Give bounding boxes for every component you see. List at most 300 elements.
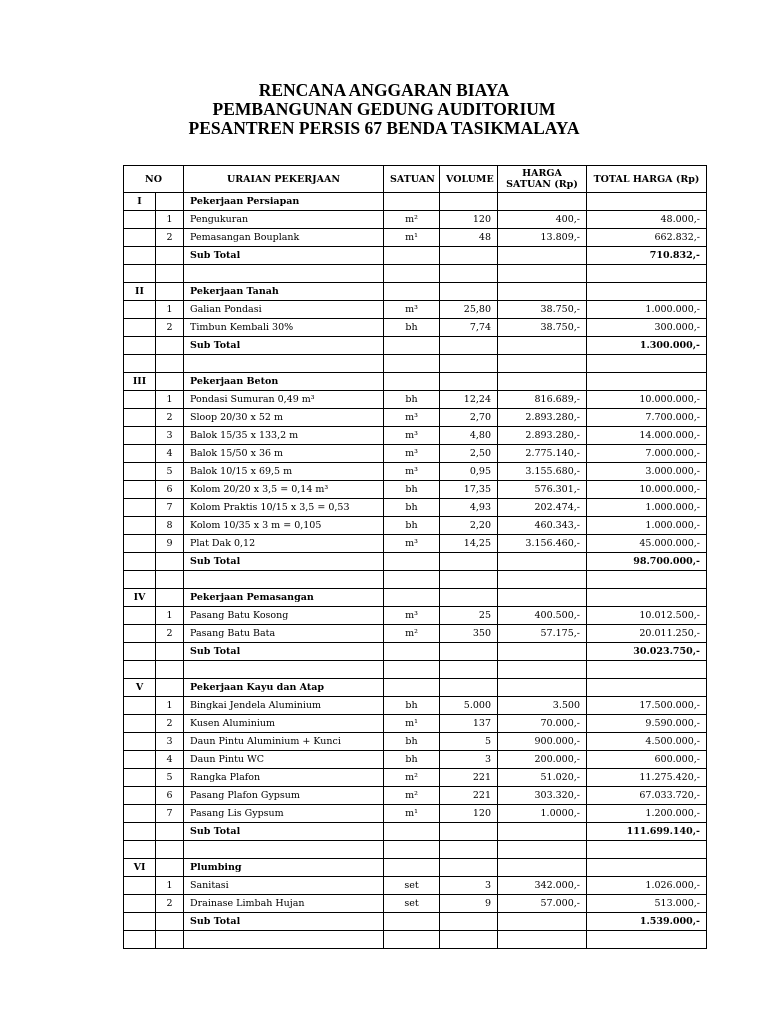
item-total-harga: 17.500.000,- bbox=[587, 697, 707, 715]
empty-cell bbox=[124, 697, 156, 715]
empty-cell bbox=[156, 913, 184, 931]
table-row bbox=[124, 805, 707, 823]
empty-cell bbox=[587, 661, 707, 679]
section-number: VI bbox=[124, 859, 156, 877]
item-uraian: Drainase Limbah Hujan bbox=[184, 895, 384, 913]
item-uraian: Balok 15/50 x 36 m bbox=[184, 445, 384, 463]
empty-cell bbox=[124, 607, 156, 625]
table-row bbox=[124, 517, 707, 535]
empty-cell bbox=[184, 931, 384, 949]
item-uraian: Pasang Plafon Gypsum bbox=[184, 787, 384, 805]
empty-cell bbox=[498, 265, 587, 283]
subtotal-value: 710.832,- bbox=[587, 247, 707, 265]
empty-cell bbox=[498, 571, 587, 589]
item-volume: 350 bbox=[440, 625, 498, 643]
item-volume: 137 bbox=[440, 715, 498, 733]
empty-cell bbox=[498, 859, 587, 877]
item-total-harga: 14.000.000,- bbox=[587, 427, 707, 445]
section-number: I bbox=[124, 193, 156, 211]
item-satuan: bh bbox=[384, 391, 440, 409]
empty-cell bbox=[156, 679, 184, 697]
table-row bbox=[124, 769, 707, 787]
item-total-harga: 10.012.500,- bbox=[587, 607, 707, 625]
item-harga-satuan: 460.343,- bbox=[498, 517, 587, 535]
empty-cell bbox=[440, 841, 498, 859]
empty-cell bbox=[156, 571, 184, 589]
subtotal-row bbox=[124, 337, 707, 355]
empty-cell bbox=[384, 643, 440, 661]
item-number: 2 bbox=[156, 319, 184, 337]
item-uraian: Sloop 20/30 x 52 m bbox=[184, 409, 384, 427]
item-harga-satuan: 3.156.460,- bbox=[498, 535, 587, 553]
section-number: V bbox=[124, 679, 156, 697]
item-volume: 25 bbox=[440, 607, 498, 625]
item-total-harga: 20.011.250,- bbox=[587, 625, 707, 643]
item-satuan: bh bbox=[384, 319, 440, 337]
table-row bbox=[124, 427, 707, 445]
empty-cell bbox=[440, 679, 498, 697]
empty-cell bbox=[498, 661, 587, 679]
table-row bbox=[124, 301, 707, 319]
item-total-harga: 3.000.000,- bbox=[587, 463, 707, 481]
item-total-harga: 1.026.000,- bbox=[587, 877, 707, 895]
table-row bbox=[124, 409, 707, 427]
empty-cell bbox=[124, 445, 156, 463]
item-harga-satuan: 13.809,- bbox=[498, 229, 587, 247]
empty-cell bbox=[384, 337, 440, 355]
item-satuan: m³ bbox=[384, 427, 440, 445]
item-total-harga: 45.000.000,- bbox=[587, 535, 707, 553]
empty-cell bbox=[124, 733, 156, 751]
empty-cell bbox=[498, 553, 587, 571]
empty-cell bbox=[440, 643, 498, 661]
empty-cell bbox=[440, 931, 498, 949]
empty-cell bbox=[587, 193, 707, 211]
section-title: Plumbing bbox=[184, 859, 384, 877]
empty-cell bbox=[156, 373, 184, 391]
empty-cell bbox=[440, 337, 498, 355]
header-no: NO bbox=[124, 166, 184, 193]
table-header-row bbox=[124, 166, 707, 193]
item-volume: 9 bbox=[440, 895, 498, 913]
empty-cell bbox=[156, 193, 184, 211]
item-uraian: Pasang Batu Bata bbox=[184, 625, 384, 643]
empty-cell bbox=[587, 265, 707, 283]
blank-row bbox=[124, 355, 707, 373]
item-number: 3 bbox=[156, 733, 184, 751]
item-harga-satuan: 816.689,- bbox=[498, 391, 587, 409]
item-volume: 221 bbox=[440, 769, 498, 787]
empty-cell bbox=[498, 643, 587, 661]
item-harga-satuan: 38.750,- bbox=[498, 301, 587, 319]
table-row bbox=[124, 211, 707, 229]
item-harga-satuan: 51.020,- bbox=[498, 769, 587, 787]
empty-cell bbox=[384, 571, 440, 589]
item-number: 8 bbox=[156, 517, 184, 535]
item-harga-satuan: 900.000,- bbox=[498, 733, 587, 751]
empty-cell bbox=[440, 355, 498, 373]
empty-cell bbox=[440, 193, 498, 211]
empty-cell bbox=[124, 571, 156, 589]
empty-cell bbox=[124, 427, 156, 445]
empty-cell bbox=[124, 751, 156, 769]
empty-cell bbox=[498, 841, 587, 859]
item-number: 5 bbox=[156, 769, 184, 787]
subtotal-value: 98.700.000,- bbox=[587, 553, 707, 571]
item-volume: 7,74 bbox=[440, 319, 498, 337]
item-satuan: m¹ bbox=[384, 805, 440, 823]
empty-cell bbox=[384, 589, 440, 607]
item-total-harga: 10.000.000,- bbox=[587, 391, 707, 409]
section-number: II bbox=[124, 283, 156, 301]
item-total-harga: 1.200.000,- bbox=[587, 805, 707, 823]
subtotal-value: 1.300.000,- bbox=[587, 337, 707, 355]
subtotal-label: Sub Total bbox=[184, 247, 384, 265]
empty-cell bbox=[124, 301, 156, 319]
item-harga-satuan: 1.0000,- bbox=[498, 805, 587, 823]
item-uraian: Kolom Praktis 10/15 x 3,5 = 0,53 bbox=[184, 499, 384, 517]
empty-cell bbox=[498, 589, 587, 607]
title-line-3: PESANTREN PERSIS 67 BENDA TASIKMALAYA bbox=[188, 118, 580, 138]
item-uraian: Kolom 20/20 x 3,5 = 0,14 m³ bbox=[184, 481, 384, 499]
empty-cell bbox=[498, 913, 587, 931]
item-satuan: m² bbox=[384, 769, 440, 787]
item-volume: 3 bbox=[440, 751, 498, 769]
item-total-harga: 9.590.000,- bbox=[587, 715, 707, 733]
header-harga bbox=[498, 166, 587, 193]
item-satuan: bh bbox=[384, 697, 440, 715]
item-satuan: set bbox=[384, 877, 440, 895]
item-harga-satuan: 2.775.140,- bbox=[498, 445, 587, 463]
section-header-row bbox=[124, 373, 707, 391]
item-satuan: m³ bbox=[384, 301, 440, 319]
item-total-harga: 4.500.000,- bbox=[587, 733, 707, 751]
section-title: Pekerjaan Kayu dan Atap bbox=[184, 679, 384, 697]
item-total-harga: 1.000.000,- bbox=[587, 301, 707, 319]
item-number: 7 bbox=[156, 805, 184, 823]
empty-cell bbox=[384, 661, 440, 679]
empty-cell bbox=[156, 841, 184, 859]
empty-cell bbox=[498, 823, 587, 841]
empty-cell bbox=[587, 859, 707, 877]
item-number: 3 bbox=[156, 427, 184, 445]
item-volume: 2,50 bbox=[440, 445, 498, 463]
empty-cell bbox=[498, 247, 587, 265]
item-volume: 120 bbox=[440, 211, 498, 229]
empty-cell bbox=[384, 841, 440, 859]
subtotal-row bbox=[124, 643, 707, 661]
empty-cell bbox=[124, 211, 156, 229]
item-number: 2 bbox=[156, 895, 184, 913]
item-satuan: m³ bbox=[384, 535, 440, 553]
empty-cell bbox=[587, 841, 707, 859]
subtotal-row bbox=[124, 247, 707, 265]
section-number: III bbox=[124, 373, 156, 391]
item-number: 5 bbox=[156, 463, 184, 481]
item-harga-satuan: 3.500 bbox=[498, 697, 587, 715]
table-row bbox=[124, 499, 707, 517]
empty-cell bbox=[440, 283, 498, 301]
subtotal-value: 1.539.000,- bbox=[587, 913, 707, 931]
section-header-row bbox=[124, 859, 707, 877]
item-satuan: set bbox=[384, 895, 440, 913]
empty-cell bbox=[384, 553, 440, 571]
item-number: 7 bbox=[156, 499, 184, 517]
header-harga-line1: HARGA bbox=[522, 168, 562, 179]
empty-cell bbox=[124, 805, 156, 823]
header-total: TOTAL HARGA (Rp) bbox=[587, 166, 707, 193]
table-row bbox=[124, 895, 707, 913]
subtotal-row bbox=[124, 913, 707, 931]
empty-cell bbox=[156, 661, 184, 679]
item-uraian: Pasang Lis Gypsum bbox=[184, 805, 384, 823]
blank-row bbox=[124, 841, 707, 859]
item-volume: 221 bbox=[440, 787, 498, 805]
item-harga-satuan: 400,- bbox=[498, 211, 587, 229]
table-row bbox=[124, 445, 707, 463]
item-number: 9 bbox=[156, 535, 184, 553]
empty-cell bbox=[384, 823, 440, 841]
item-uraian: Daun Pintu Aluminium + Kunci bbox=[184, 733, 384, 751]
item-uraian: Pemasangan Bouplank bbox=[184, 229, 384, 247]
item-volume: 4,80 bbox=[440, 427, 498, 445]
header-satuan: SATUAN bbox=[384, 166, 440, 193]
item-satuan: m³ bbox=[384, 463, 440, 481]
empty-cell bbox=[587, 283, 707, 301]
header-uraian: URAIAN PEKERJAAN bbox=[184, 166, 384, 193]
empty-cell bbox=[384, 373, 440, 391]
empty-cell bbox=[124, 625, 156, 643]
item-total-harga: 7.700.000,- bbox=[587, 409, 707, 427]
item-number: 2 bbox=[156, 229, 184, 247]
empty-cell bbox=[156, 553, 184, 571]
item-uraian: Galian Pondasi bbox=[184, 301, 384, 319]
table-body bbox=[124, 193, 707, 949]
empty-cell bbox=[124, 265, 156, 283]
empty-cell bbox=[124, 409, 156, 427]
empty-cell bbox=[124, 787, 156, 805]
empty-cell bbox=[156, 283, 184, 301]
item-satuan: bh bbox=[384, 733, 440, 751]
item-volume: 17,35 bbox=[440, 481, 498, 499]
item-number: 2 bbox=[156, 625, 184, 643]
item-number: 6 bbox=[156, 787, 184, 805]
item-uraian: Sanitasi bbox=[184, 877, 384, 895]
item-harga-satuan: 2.893.280,- bbox=[498, 427, 587, 445]
subtotal-label: Sub Total bbox=[184, 913, 384, 931]
table-row bbox=[124, 877, 707, 895]
empty-cell bbox=[384, 247, 440, 265]
empty-cell bbox=[124, 913, 156, 931]
section-header-row bbox=[124, 193, 707, 211]
empty-cell bbox=[384, 859, 440, 877]
empty-cell bbox=[156, 589, 184, 607]
empty-cell bbox=[124, 247, 156, 265]
empty-cell bbox=[184, 265, 384, 283]
item-uraian: Timbun Kembali 30% bbox=[184, 319, 384, 337]
empty-cell bbox=[440, 589, 498, 607]
item-satuan: m² bbox=[384, 211, 440, 229]
table-row bbox=[124, 229, 707, 247]
empty-cell bbox=[384, 265, 440, 283]
subtotal-label: Sub Total bbox=[184, 553, 384, 571]
item-number: 1 bbox=[156, 607, 184, 625]
empty-cell bbox=[124, 553, 156, 571]
item-uraian: Balok 15/35 x 133,2 m bbox=[184, 427, 384, 445]
title-line-2: PEMBANGUNAN GEDUNG AUDITORIUM bbox=[212, 99, 556, 119]
empty-cell bbox=[498, 931, 587, 949]
section-header-row bbox=[124, 679, 707, 697]
item-volume: 48 bbox=[440, 229, 498, 247]
empty-cell bbox=[156, 859, 184, 877]
table-row bbox=[124, 319, 707, 337]
subtotal-label: Sub Total bbox=[184, 337, 384, 355]
item-total-harga: 300.000,- bbox=[587, 319, 707, 337]
item-uraian: Pondasi Sumuran 0,49 m³ bbox=[184, 391, 384, 409]
section-title: Pekerjaan Beton bbox=[184, 373, 384, 391]
item-total-harga: 513.000,- bbox=[587, 895, 707, 913]
budget-table bbox=[123, 165, 707, 949]
empty-cell bbox=[124, 535, 156, 553]
table-row bbox=[124, 607, 707, 625]
title-line-1: RENCANA ANGGARAN BIAYA bbox=[258, 80, 510, 100]
empty-cell bbox=[587, 571, 707, 589]
empty-cell bbox=[124, 319, 156, 337]
item-volume: 5 bbox=[440, 733, 498, 751]
empty-cell bbox=[498, 373, 587, 391]
item-number: 6 bbox=[156, 481, 184, 499]
item-total-harga: 67.033.720,- bbox=[587, 787, 707, 805]
item-harga-satuan: 2.893.280,- bbox=[498, 409, 587, 427]
item-volume: 120 bbox=[440, 805, 498, 823]
header-volume: VOLUME bbox=[440, 166, 498, 193]
empty-cell bbox=[124, 769, 156, 787]
item-total-harga: 48.000,- bbox=[587, 211, 707, 229]
section-number: IV bbox=[124, 589, 156, 607]
empty-cell bbox=[440, 247, 498, 265]
empty-cell bbox=[587, 355, 707, 373]
item-satuan: m² bbox=[384, 625, 440, 643]
item-volume: 0,95 bbox=[440, 463, 498, 481]
table-row bbox=[124, 481, 707, 499]
item-volume: 2,20 bbox=[440, 517, 498, 535]
empty-cell bbox=[440, 265, 498, 283]
empty-cell bbox=[498, 337, 587, 355]
empty-cell bbox=[124, 481, 156, 499]
item-volume: 5.000 bbox=[440, 697, 498, 715]
blank-row bbox=[124, 571, 707, 589]
item-harga-satuan: 38.750,- bbox=[498, 319, 587, 337]
item-number: 2 bbox=[156, 409, 184, 427]
item-satuan: m¹ bbox=[384, 715, 440, 733]
empty-cell bbox=[156, 823, 184, 841]
item-satuan: bh bbox=[384, 751, 440, 769]
item-total-harga: 7.000.000,- bbox=[587, 445, 707, 463]
header-harga-line2: SATUAN (Rp) bbox=[506, 179, 578, 190]
empty-cell bbox=[184, 355, 384, 373]
item-volume: 4,93 bbox=[440, 499, 498, 517]
item-uraian: Pengukuran bbox=[184, 211, 384, 229]
empty-cell bbox=[124, 337, 156, 355]
item-volume: 12,24 bbox=[440, 391, 498, 409]
item-harga-satuan: 70.000,- bbox=[498, 715, 587, 733]
table-row bbox=[124, 733, 707, 751]
empty-cell bbox=[124, 499, 156, 517]
item-satuan: bh bbox=[384, 499, 440, 517]
empty-cell bbox=[440, 661, 498, 679]
item-harga-satuan: 400.500,- bbox=[498, 607, 587, 625]
item-total-harga: 662.832,- bbox=[587, 229, 707, 247]
item-satuan: bh bbox=[384, 481, 440, 499]
blank-row bbox=[124, 931, 707, 949]
item-uraian: Daun Pintu WC bbox=[184, 751, 384, 769]
item-uraian: Bingkai Jendela Aluminium bbox=[184, 697, 384, 715]
item-uraian: Plat Dak 0,12 bbox=[184, 535, 384, 553]
empty-cell bbox=[587, 931, 707, 949]
section-header-row bbox=[124, 589, 707, 607]
item-uraian: Rangka Plafon bbox=[184, 769, 384, 787]
empty-cell bbox=[184, 841, 384, 859]
item-harga-satuan: 202.474,- bbox=[498, 499, 587, 517]
item-total-harga: 1.000.000,- bbox=[587, 517, 707, 535]
empty-cell bbox=[440, 859, 498, 877]
empty-cell bbox=[124, 895, 156, 913]
item-harga-satuan: 57.175,- bbox=[498, 625, 587, 643]
empty-cell bbox=[440, 571, 498, 589]
empty-cell bbox=[384, 355, 440, 373]
item-satuan: m³ bbox=[384, 607, 440, 625]
table-row bbox=[124, 463, 707, 481]
item-uraian: Kolom 10/35 x 3 m = 0,105 bbox=[184, 517, 384, 535]
section-header-row bbox=[124, 283, 707, 301]
section-title: Pekerjaan Tanah bbox=[184, 283, 384, 301]
empty-cell bbox=[124, 715, 156, 733]
item-number: 1 bbox=[156, 301, 184, 319]
section-title: Pekerjaan Persiapan bbox=[184, 193, 384, 211]
item-number: 1 bbox=[156, 211, 184, 229]
blank-row bbox=[124, 265, 707, 283]
empty-cell bbox=[384, 913, 440, 931]
subtotal-label: Sub Total bbox=[184, 643, 384, 661]
subtotal-row bbox=[124, 553, 707, 571]
item-harga-satuan: 200.000,- bbox=[498, 751, 587, 769]
empty-cell bbox=[184, 571, 384, 589]
item-number: 4 bbox=[156, 751, 184, 769]
item-harga-satuan: 342.000,- bbox=[498, 877, 587, 895]
empty-cell bbox=[156, 265, 184, 283]
empty-cell bbox=[156, 355, 184, 373]
item-harga-satuan: 303.320,- bbox=[498, 787, 587, 805]
empty-cell bbox=[156, 643, 184, 661]
item-uraian: Kusen Aluminium bbox=[184, 715, 384, 733]
item-satuan: bh bbox=[384, 517, 440, 535]
empty-cell bbox=[124, 517, 156, 535]
document-title bbox=[0, 81, 768, 138]
item-uraian: Balok 10/15 x 69,5 m bbox=[184, 463, 384, 481]
empty-cell bbox=[384, 193, 440, 211]
table-row bbox=[124, 697, 707, 715]
section-title: Pekerjaan Pemasangan bbox=[184, 589, 384, 607]
empty-cell bbox=[184, 661, 384, 679]
item-volume: 2,70 bbox=[440, 409, 498, 427]
item-uraian: Pasang Batu Kosong bbox=[184, 607, 384, 625]
empty-cell bbox=[587, 373, 707, 391]
empty-cell bbox=[440, 913, 498, 931]
empty-cell bbox=[587, 679, 707, 697]
empty-cell bbox=[498, 679, 587, 697]
empty-cell bbox=[498, 193, 587, 211]
empty-cell bbox=[440, 553, 498, 571]
